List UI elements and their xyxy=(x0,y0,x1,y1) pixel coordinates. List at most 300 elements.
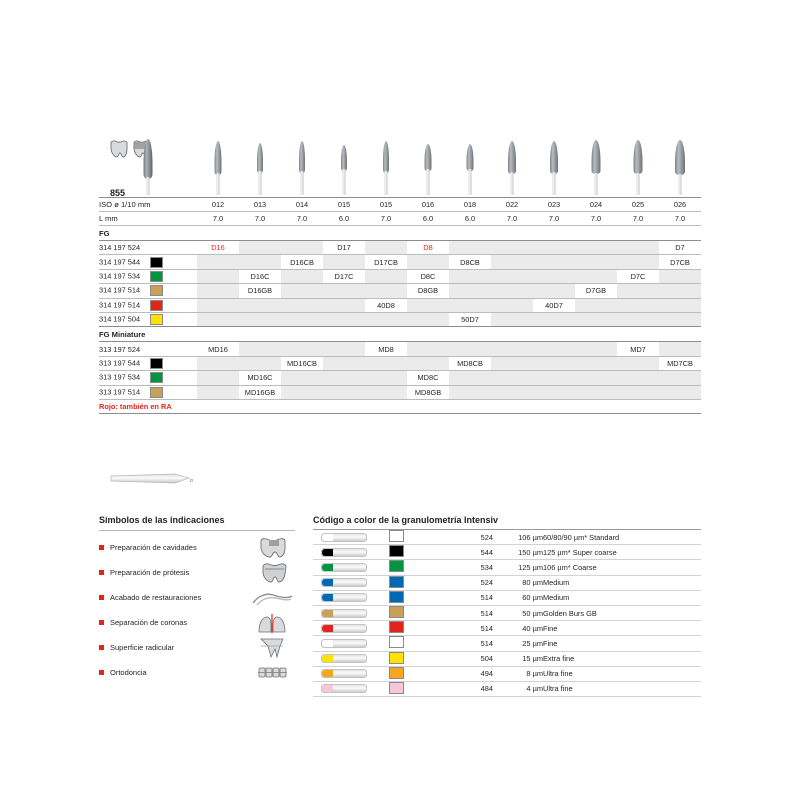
grain-color-chip xyxy=(389,636,404,648)
grain-color-chip xyxy=(389,530,404,542)
product-code xyxy=(197,255,239,269)
length-value: 7.0 xyxy=(296,214,308,223)
cavity-prep-icon xyxy=(249,537,295,559)
grain-code: 524 xyxy=(433,530,493,545)
list-item xyxy=(99,535,295,560)
product-code xyxy=(239,342,281,356)
product-code xyxy=(491,356,533,370)
product-code xyxy=(533,284,575,298)
list-item xyxy=(99,560,295,585)
bur-cell xyxy=(197,133,239,198)
grain-size: 8 µm xyxy=(493,666,543,681)
product-code xyxy=(197,385,239,399)
grain-color-panel xyxy=(313,515,701,697)
color-chip-cell xyxy=(389,560,433,575)
fg-label: FG xyxy=(99,228,110,238)
bur-cell xyxy=(617,133,659,198)
grain-code: 504 xyxy=(433,651,493,666)
svg-text:D: D xyxy=(190,478,194,483)
product-code xyxy=(365,269,407,283)
product-code xyxy=(533,255,575,269)
length-label: L mm xyxy=(99,214,118,223)
order-code-cell xyxy=(99,312,197,326)
product-code xyxy=(281,241,323,255)
list-item xyxy=(99,610,295,635)
iso-value: 016 xyxy=(421,200,435,209)
table-row xyxy=(99,356,701,370)
product-code xyxy=(449,241,491,255)
table-row xyxy=(99,385,701,399)
iso-label: ISO ø 1/10 mm xyxy=(99,200,151,209)
product-code xyxy=(617,312,659,326)
grain-desc: Ultra fine xyxy=(543,681,701,696)
table-row xyxy=(313,621,701,636)
product-code xyxy=(659,385,701,399)
product-code xyxy=(575,312,617,326)
footnote-row xyxy=(99,399,701,413)
product-code: D8CB xyxy=(460,257,480,267)
grain-color-chip xyxy=(389,682,404,694)
bur-cell xyxy=(533,133,575,198)
bur-cell xyxy=(323,133,365,198)
length-value: 6.0 xyxy=(464,214,476,223)
grain-color-chip xyxy=(389,606,404,618)
product-code xyxy=(491,385,533,399)
product-code xyxy=(197,284,239,298)
color-chip-cell xyxy=(389,621,433,636)
iso-value: 015 xyxy=(379,200,393,209)
grain-title: Código a color de la granulometría Intensiv xyxy=(313,515,499,525)
product-code xyxy=(197,298,239,312)
grain-desc: Fine xyxy=(543,636,701,651)
bur-cell xyxy=(659,133,701,198)
product-code xyxy=(323,371,365,385)
bur-icon xyxy=(321,639,367,648)
product-code xyxy=(197,356,239,370)
grain-code: 544 xyxy=(433,545,493,560)
symbol-label: Superficie radicular xyxy=(110,643,175,652)
product-code: MD8GB xyxy=(414,387,442,397)
grain-color-chip xyxy=(150,300,163,311)
product-code xyxy=(659,284,701,298)
product-code xyxy=(575,371,617,385)
bur-swatch-cell xyxy=(313,666,389,681)
product-code xyxy=(491,298,533,312)
product-code: D7 xyxy=(675,243,685,253)
bur-row-label-cell xyxy=(99,133,197,198)
grain-desc: Ultra fine xyxy=(543,666,701,681)
fg-miniature-label: FG Miniature xyxy=(99,329,146,339)
bur-icon xyxy=(321,578,367,587)
color-chip-cell xyxy=(389,681,433,696)
length-value: 7.0 xyxy=(212,214,224,223)
length-value: 7.0 xyxy=(380,214,392,223)
product-code: D7CB xyxy=(670,257,690,267)
product-code xyxy=(575,342,617,356)
list-item xyxy=(99,585,295,610)
product-code xyxy=(239,298,281,312)
product-code: MD16GB xyxy=(244,387,276,397)
grain-desc: Fine xyxy=(543,621,701,636)
product-code xyxy=(491,255,533,269)
bur-swatch-cell xyxy=(313,651,389,666)
order-code-cell xyxy=(99,356,197,370)
product-code xyxy=(449,371,491,385)
product-code: D8GB xyxy=(417,286,439,296)
grain-code: 514 xyxy=(433,621,493,636)
grain-desc: Medium xyxy=(543,575,701,590)
product-code xyxy=(617,284,659,298)
product-code xyxy=(323,312,365,326)
bur-cell xyxy=(491,133,533,198)
order-code: 314 197 514 xyxy=(99,285,141,295)
iso-value: 026 xyxy=(673,200,687,209)
product-code: MD8CB xyxy=(457,358,483,368)
product-code xyxy=(533,371,575,385)
product-code xyxy=(659,371,701,385)
product-code xyxy=(449,298,491,312)
length-value: 7.0 xyxy=(548,214,560,223)
table-row xyxy=(99,312,701,326)
order-code-cell xyxy=(99,298,197,312)
product-code xyxy=(617,371,659,385)
bur-icon xyxy=(321,533,367,542)
product-code xyxy=(281,371,323,385)
product-code: MD16 xyxy=(208,344,228,354)
grain-size: 150 µm xyxy=(493,545,543,560)
iso-value: 024 xyxy=(589,200,603,209)
product-code xyxy=(449,342,491,356)
color-chip-cell xyxy=(389,545,433,560)
bur-icon xyxy=(321,654,367,663)
length-value: 7.0 xyxy=(632,214,644,223)
bur-swatch-cell xyxy=(313,590,389,605)
bur-swatch-cell xyxy=(313,575,389,590)
length-value: 7.0 xyxy=(506,214,518,223)
grain-desc: Golden Burs GB xyxy=(543,605,701,620)
product-code xyxy=(491,284,533,298)
product-code xyxy=(575,241,617,255)
iso-value: 025 xyxy=(631,200,645,209)
length-value: 6.0 xyxy=(422,214,434,223)
grain-code: 494 xyxy=(433,666,493,681)
bur-profile-drawing xyxy=(109,471,197,487)
color-chip-cell xyxy=(389,651,433,666)
product-code xyxy=(533,385,575,399)
product-code: MD7 xyxy=(630,344,646,354)
grain-size: 50 µm xyxy=(493,605,543,620)
table-row xyxy=(99,255,701,269)
bur-swatch-cell xyxy=(313,545,389,560)
bur-cell xyxy=(575,133,617,198)
product-code xyxy=(491,269,533,283)
table-row xyxy=(99,342,701,356)
bur-swatch-cell xyxy=(313,530,389,545)
product-code xyxy=(197,312,239,326)
bur-large-855 xyxy=(136,139,160,195)
product-code xyxy=(533,356,575,370)
product-code xyxy=(617,255,659,269)
grain-color-chip xyxy=(150,358,163,369)
grain-color-chip xyxy=(150,387,163,398)
grain-size: 125 µm xyxy=(493,560,543,575)
product-code xyxy=(575,269,617,283)
grain-desc: 106 µm* Coarse xyxy=(543,560,701,575)
bur-icon xyxy=(321,609,367,618)
product-code xyxy=(407,255,449,269)
product-code: D17CB xyxy=(374,257,398,267)
divider xyxy=(99,529,295,531)
order-code-cell xyxy=(99,255,197,269)
symbols-title: Símbolos de las indicaciones xyxy=(99,515,225,525)
product-code xyxy=(659,342,701,356)
bur-swatch-cell xyxy=(313,560,389,575)
product-code: MD16CB xyxy=(287,358,317,368)
product-code xyxy=(533,312,575,326)
product-code xyxy=(659,312,701,326)
iso-value: 014 xyxy=(295,200,309,209)
bur-icon xyxy=(321,624,367,633)
table-row xyxy=(313,681,701,696)
order-code: 314 197 524 xyxy=(99,243,141,253)
product-code: D16GB xyxy=(247,286,273,296)
product-code: D7C xyxy=(630,271,646,281)
iso-value: 013 xyxy=(253,200,267,209)
product-code xyxy=(323,356,365,370)
product-code xyxy=(407,312,449,326)
grain-code: 514 xyxy=(433,605,493,620)
grain-size: 4 µm xyxy=(493,681,543,696)
table-row xyxy=(99,241,701,255)
product-code xyxy=(239,356,281,370)
order-code: 313 197 534 xyxy=(99,372,141,382)
product-code xyxy=(281,385,323,399)
order-code-cell xyxy=(99,385,197,399)
product-code xyxy=(365,284,407,298)
bur-icon xyxy=(321,548,367,557)
grain-size: 15 µm xyxy=(493,651,543,666)
product-code: D17C xyxy=(334,271,354,281)
root-surface-icon xyxy=(249,637,295,659)
shape-number: 855 xyxy=(110,188,126,198)
product-code xyxy=(575,356,617,370)
bullet-square-icon xyxy=(99,620,104,625)
color-chip-cell xyxy=(389,590,433,605)
order-code: 314 197 534 xyxy=(99,271,141,281)
product-code xyxy=(323,255,365,269)
bur-swatch-cell xyxy=(313,621,389,636)
bur-icon xyxy=(321,593,367,602)
product-code xyxy=(575,255,617,269)
product-code xyxy=(407,342,449,356)
product-code xyxy=(617,298,659,312)
product-code xyxy=(659,298,701,312)
product-code xyxy=(449,385,491,399)
color-chip-cell xyxy=(389,575,433,590)
symbol-label: Preparación de prótesis xyxy=(110,568,190,577)
bullet-square-icon xyxy=(99,595,104,600)
order-code: 314 197 514 xyxy=(99,300,141,310)
symbols-panel xyxy=(99,515,295,685)
iso-row xyxy=(99,198,701,212)
grain-code: 534 xyxy=(433,560,493,575)
table-row xyxy=(313,575,701,590)
order-code: 313 197 544 xyxy=(99,358,141,368)
crown-separation-icon xyxy=(249,612,295,634)
list-item xyxy=(99,660,295,685)
grain-size: 80 µm xyxy=(493,575,543,590)
product-code xyxy=(323,385,365,399)
grain-color-chip xyxy=(389,591,404,603)
table-row xyxy=(99,284,701,298)
grain-color-chip xyxy=(389,621,404,633)
list-item xyxy=(99,635,295,660)
grain-size: 106 µm xyxy=(493,530,543,545)
grain-code: 514 xyxy=(433,636,493,651)
bur-icon xyxy=(321,669,367,678)
product-code xyxy=(365,371,407,385)
iso-value: 018 xyxy=(463,200,477,209)
product-code: D8 xyxy=(423,243,433,253)
order-code: 314 197 504 xyxy=(99,314,141,324)
product-code xyxy=(365,356,407,370)
grain-color-chip xyxy=(150,314,163,325)
prosthesis-prep-icon xyxy=(249,562,295,584)
table-row xyxy=(313,636,701,651)
color-chip-cell xyxy=(389,636,433,651)
symbol-label: Separación de coronas xyxy=(110,618,188,627)
grain-desc: 125 µm* Super coarse xyxy=(543,545,701,560)
product-code: 40D7 xyxy=(545,300,563,310)
symbol-label: Preparación de cavidades xyxy=(110,543,197,552)
product-code xyxy=(533,241,575,255)
length-value: 7.0 xyxy=(590,214,602,223)
order-code: 313 197 514 xyxy=(99,387,141,397)
product-code xyxy=(365,312,407,326)
product-code: D17 xyxy=(337,243,351,253)
footnote: Rojo: también en RA xyxy=(99,402,172,412)
table-row xyxy=(99,371,701,385)
product-code xyxy=(575,385,617,399)
table-row xyxy=(99,269,701,283)
table-row xyxy=(313,651,701,666)
product-code xyxy=(281,284,323,298)
symbol-label: Ortodoncia xyxy=(110,668,147,677)
product-code xyxy=(239,312,281,326)
table-row xyxy=(313,605,701,620)
color-chip-cell xyxy=(389,666,433,681)
grain-color-chip xyxy=(150,285,163,296)
product-code xyxy=(617,356,659,370)
product-code xyxy=(197,269,239,283)
iso-value: 022 xyxy=(505,200,519,209)
table-row xyxy=(313,560,701,575)
bur-cell xyxy=(281,133,323,198)
product-code xyxy=(281,298,323,312)
bullet-square-icon xyxy=(99,645,104,650)
product-code xyxy=(281,269,323,283)
iso-value: 023 xyxy=(547,200,561,209)
table-row xyxy=(313,666,701,681)
product-code xyxy=(449,284,491,298)
product-code xyxy=(365,385,407,399)
grain-color-chip xyxy=(389,560,404,572)
product-code: 40D8 xyxy=(377,300,395,310)
product-code xyxy=(281,312,323,326)
orthodontics-icon xyxy=(249,662,295,684)
bur-cell xyxy=(407,133,449,198)
product-code xyxy=(407,356,449,370)
grain-color-chip xyxy=(150,271,163,282)
product-code: D16C xyxy=(250,271,270,281)
grain-desc: 60/80/90 µm* Standard xyxy=(543,530,701,545)
table-row xyxy=(313,530,701,545)
length-value: 7.0 xyxy=(254,214,266,223)
product-code xyxy=(449,269,491,283)
bullet-square-icon xyxy=(99,545,104,550)
table-row xyxy=(313,545,701,560)
iso-value: 015 xyxy=(337,200,351,209)
order-code: 314 197 544 xyxy=(99,257,141,267)
product-code xyxy=(197,371,239,385)
product-code: MD8C xyxy=(417,373,439,383)
length-row xyxy=(99,212,701,226)
order-code-cell xyxy=(99,371,197,385)
bur-swatch-cell xyxy=(313,681,389,696)
product-code: D8C xyxy=(420,271,436,281)
grain-size: 25 µm xyxy=(493,636,543,651)
length-value: 6.0 xyxy=(338,214,350,223)
fg-section-header xyxy=(99,226,701,241)
product-code: D7GB xyxy=(585,286,607,296)
product-code xyxy=(239,241,281,255)
grain-desc: Extra fine xyxy=(543,651,701,666)
bullet-square-icon xyxy=(99,570,104,575)
restoration-finishing-icon xyxy=(249,587,295,609)
length-value: 7.0 xyxy=(674,214,686,223)
grain-color-chip xyxy=(389,667,404,679)
bullet-square-icon xyxy=(99,670,104,675)
product-code xyxy=(491,241,533,255)
product-code xyxy=(407,298,449,312)
color-chip-cell xyxy=(389,530,433,545)
product-code: D16 xyxy=(211,243,225,253)
product-code xyxy=(533,342,575,356)
product-code: MD8 xyxy=(378,344,394,354)
grain-code: 524 xyxy=(433,575,493,590)
product-code xyxy=(617,385,659,399)
grain-size: 60 µm xyxy=(493,590,543,605)
product-code xyxy=(323,342,365,356)
product-code xyxy=(323,298,365,312)
grain-color-chip xyxy=(389,652,404,664)
bur-cell xyxy=(239,133,281,198)
product-code: D16CB xyxy=(290,257,314,267)
product-code xyxy=(533,269,575,283)
product-code xyxy=(491,342,533,356)
fg-miniature-section-header xyxy=(99,327,701,342)
product-code xyxy=(659,269,701,283)
bur-cell xyxy=(365,133,407,198)
symbol-label: Acabado de restauraciones xyxy=(110,593,202,602)
bur-swatch-cell xyxy=(313,605,389,620)
table-row xyxy=(313,590,701,605)
grain-size: 40 µm xyxy=(493,621,543,636)
order-code-cell xyxy=(99,269,197,283)
grain-color-chip xyxy=(389,576,404,588)
table-row xyxy=(99,298,701,312)
product-code xyxy=(491,371,533,385)
